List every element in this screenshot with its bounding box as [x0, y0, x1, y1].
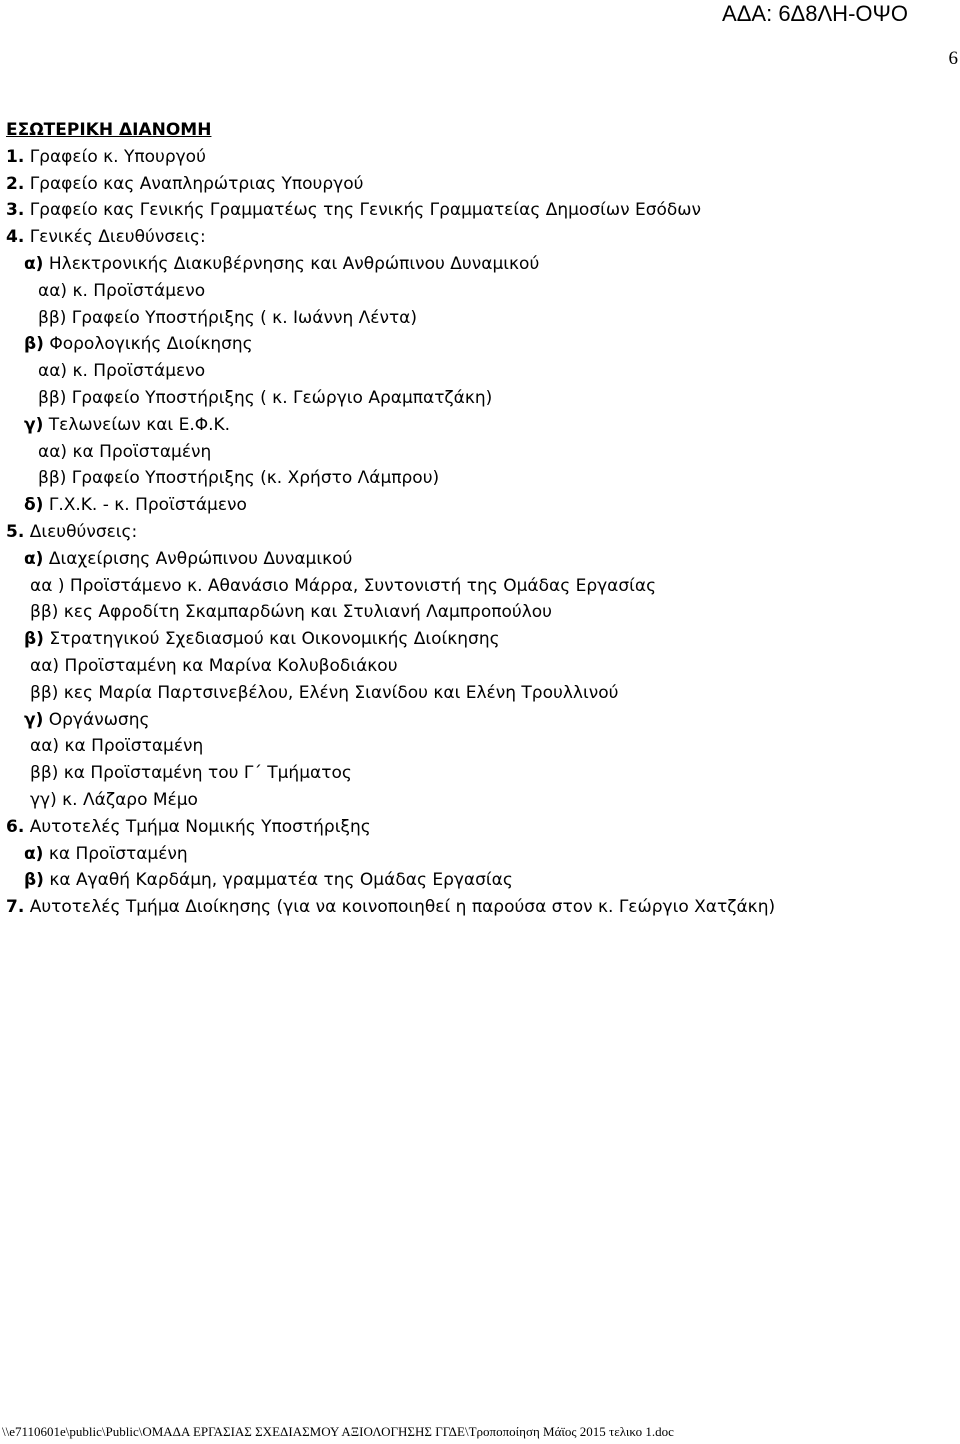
- item-text: Γραφείο κας Γενικής Γραμματέως της Γενικής Γραμματείας Δημοσίων Εσόδων: [24, 200, 702, 221]
- ada-code: ΑΔΑ: 6Δ8ΛΗ-ΟΨΟ: [722, 1, 908, 26]
- item-number: 7.: [6, 897, 25, 918]
- list-item: [6, 680, 956, 707]
- list-item: [6, 573, 956, 600]
- item-text: αα) κα Προϊσταμένη: [30, 736, 204, 757]
- item-number: γ): [24, 414, 44, 435]
- list-item: [6, 358, 956, 385]
- section-title: ΕΣΩΤΕΡΙΚΗ ΔΙΑΝΟΜΗ: [6, 120, 212, 140]
- item-text: αα ) Προϊστάμενο κ. Αθανάσιο Μάρρα, Συντονιστή της Ομάδας Εργασίας: [30, 575, 657, 596]
- list-item: [6, 599, 956, 626]
- item-text: αα) κα Προϊσταμένη: [38, 441, 212, 462]
- list-item: [6, 867, 956, 894]
- distribution-list: [6, 117, 956, 921]
- list-item: [6, 251, 956, 278]
- item-text: κα Προϊσταμένη: [43, 843, 188, 864]
- list-item: [6, 814, 956, 841]
- item-text: Φορολογικής Διοίκησης: [43, 334, 253, 355]
- item-number: 3.: [6, 200, 25, 221]
- list-item: [6, 519, 956, 546]
- item-text: ββ) κα Προϊσταμένη του Γ΄ Τμήματος: [30, 763, 352, 784]
- list-item: [6, 385, 956, 412]
- list-item: [6, 760, 956, 787]
- list-item: [6, 707, 956, 734]
- item-text: κα Αγαθή Καρδάμη, γραμματέα της Ομάδας Εργασίας: [43, 870, 513, 891]
- list-item: [6, 894, 956, 921]
- list-item: [6, 439, 956, 466]
- item-number: 4.: [6, 227, 25, 248]
- list-item: [6, 733, 956, 760]
- item-text: ββ) Γραφείο Υποστήριξης ( κ. Γεώργιο Αραμπατζάκη): [38, 387, 493, 408]
- item-text: Γραφείο κ. Υπουργού: [24, 146, 206, 167]
- item-text: Οργάνωσης: [43, 709, 150, 730]
- item-text: ββ) κες Αφροδίτη Σκαμπαρδώνη και Στυλιανή Λαμπροπούλου: [30, 602, 552, 623]
- item-text: αα) Προϊσταμένη κα Μαρίνα Κολυβοδιάκου: [30, 655, 398, 676]
- item-text: γγ) κ. Λάζαρο Μέμο: [30, 789, 198, 810]
- item-text: Διαχείρισης Ανθρώπινου Δυναμικού: [43, 548, 353, 569]
- item-number: β): [24, 334, 44, 355]
- item-text: Γ.Χ.Κ. - κ. Προϊστάμενο: [43, 495, 247, 516]
- list-item: [6, 331, 956, 358]
- item-text: ββ) Γραφείο Υποστήριξης (κ. Χρήστο Λάμπρου): [38, 468, 440, 489]
- list-item: [6, 305, 956, 332]
- item-text: Διευθύνσεις:: [24, 521, 138, 542]
- item-text: αα) κ. Προϊστάμενο: [38, 361, 206, 382]
- item-text: Γραφείο κας Αναπληρώτριας Υπουργού: [24, 173, 364, 194]
- item-text: ββ) Γραφείο Υποστήριξης ( κ. Ιωάννη Λέντα): [38, 307, 418, 328]
- list-item: [6, 653, 956, 680]
- list-item: [6, 412, 956, 439]
- item-text: Ηλεκτρονικής Διακυβέρνησης και Ανθρώπινου Δυναμικού: [43, 253, 540, 274]
- item-text: Αυτοτελές Τμήμα Νομικής Υποστήριξης: [24, 816, 371, 837]
- list-item: [6, 171, 956, 198]
- item-text: Τελωνείων και Ε.Φ.Κ.: [43, 414, 231, 435]
- file-path-footer: \\e7110601e\public\Public\ΟΜΑΔΑ ΕΡΓΑΣΙΑΣ ΣΧΕΔΙΑΣΜΟΥ ΑΞΙΟΛΟΓΗΣΗΣ ΓΓΔΕ\Τροποποίηση Μάϊος 2015 τελικο 1.doc: [2, 1424, 674, 1439]
- list-item: [6, 144, 956, 171]
- item-number: 6.: [6, 816, 25, 837]
- item-number: 1.: [6, 146, 25, 167]
- list-item: [6, 224, 956, 251]
- list-item: [6, 197, 956, 224]
- item-text: ββ) κες Μαρία Παρτσινεβέλου, Ελένη Σιανίδου και Ελένη Τρουλλινού: [30, 682, 619, 703]
- page-number: 6: [948, 48, 958, 69]
- item-text: Στρατηγικού Σχεδιασμού και Οικονομικής Διοίκησης: [43, 629, 500, 650]
- item-number: δ): [24, 495, 44, 516]
- item-number: α): [24, 843, 44, 864]
- item-text: αα) κ. Προϊστάμενο: [38, 280, 206, 301]
- list-item: [6, 787, 956, 814]
- item-number: β): [24, 629, 44, 650]
- item-number: 2.: [6, 173, 25, 194]
- list-item: [6, 278, 956, 305]
- item-number: γ): [24, 709, 44, 730]
- list-item: [6, 546, 956, 573]
- list-item: [6, 492, 956, 519]
- item-number: β): [24, 870, 44, 891]
- item-text: Γενικές Διευθύνσεις:: [24, 227, 206, 248]
- list-item: [6, 465, 956, 492]
- list-item: [6, 626, 956, 653]
- item-text: Αυτοτελές Τμήμα Διοίκησης (για να κοινοποιηθεί η παρούσα στον κ. Γεώργιο Χατζάκη): [24, 897, 776, 918]
- item-number: 5.: [6, 521, 25, 542]
- item-number: α): [24, 548, 44, 569]
- item-number: α): [24, 253, 44, 274]
- list-item: [6, 841, 956, 868]
